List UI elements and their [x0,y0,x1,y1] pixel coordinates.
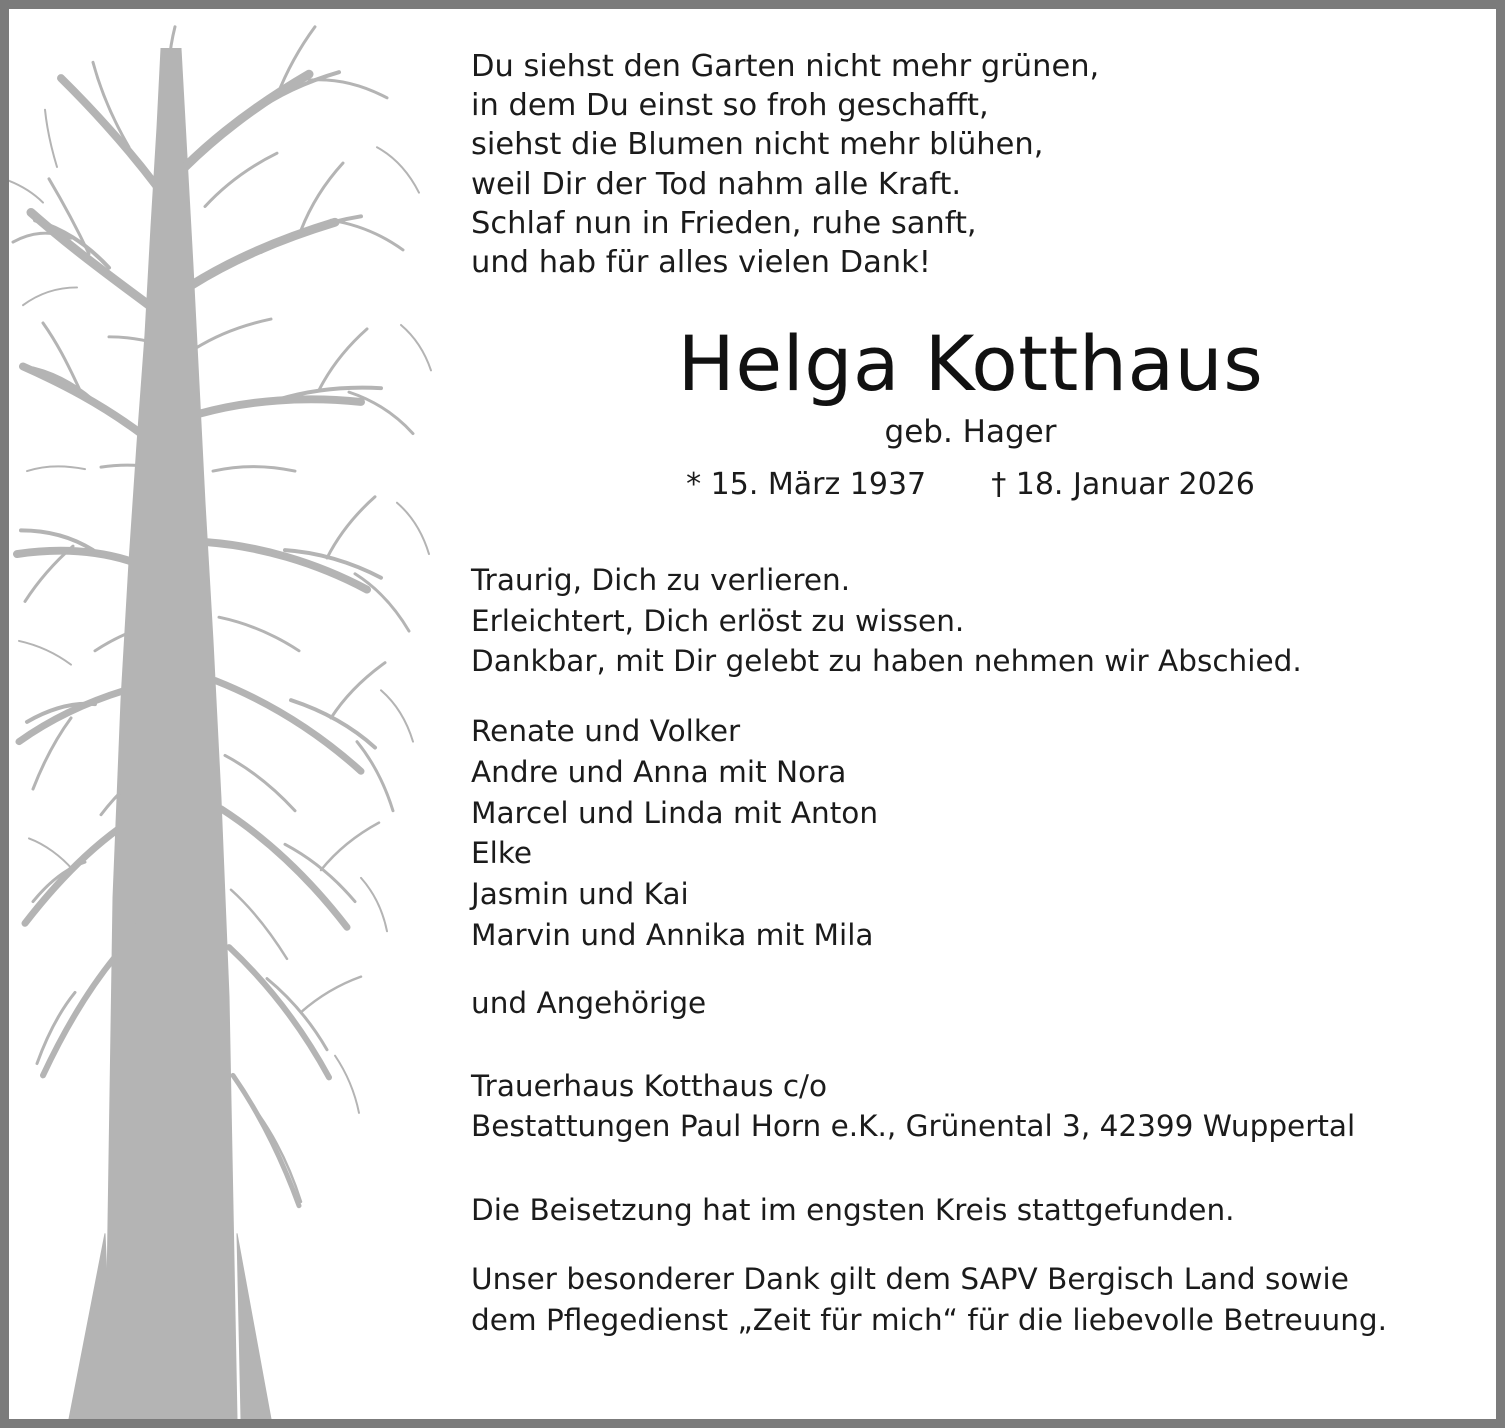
poem-line: Du siehst den Garten nicht mehr grünen, [471,49,1100,84]
bare-tree-illustration [9,9,479,1419]
maiden-name: geb. Hager [884,413,1057,450]
death-date: † 18. Januar 2026 [991,467,1255,503]
survivor-line: Jasmin und Kai [471,877,689,912]
poem-line: und hab für alles vielen Dank! [471,244,932,280]
deceased-block [471,319,1470,503]
mourning-house-line: Trauerhaus Kotthaus c/o [471,1068,828,1103]
survivor-line: Andre und Anna mit Nora [471,755,847,790]
deceased-name: Helga Kotthaus [677,319,1264,409]
mourning-house-block [471,1066,1470,1147]
survivor-line: Marvin und Annika mit Mila [471,917,874,952]
farewell-block [471,560,1470,681]
burial-note: Die Beisetzung hat im engsten Kreis stattgefunden. [471,1192,1235,1227]
thanks-note [471,1259,1470,1340]
poem-block [471,47,1470,282]
farewell-line: Erleichtert, Dich erlöst zu wissen. [471,603,965,638]
relatives-note: und Angehörige [471,985,707,1020]
thanks-line: Unser besonderer Dank gilt dem SAPV Bergisch Land sowie [471,1261,1349,1296]
birth-date: * 15. März 1937 [686,467,927,503]
thanks-line: dem Pflegedienst „Zeit für mich“ für die liebevolle Betreuung. [471,1302,1387,1337]
survivors-list [471,711,1470,955]
poem-line: Schlaf nun in Frieden, ruhe sanft, [471,205,977,241]
life-dates [471,467,1470,502]
poem-line: weil Dir der Tod nahm alle Kraft. [471,166,962,202]
survivor-line: Renate und Volker [471,714,741,749]
poem-line: in dem Du einst so froh geschafft, [471,88,989,124]
farewell-line: Dankbar, mit Dir gelebt zu haben nehmen wir Abschied. [471,643,1302,678]
mourning-house-line: Bestattungen Paul Horn e.K., Grünental 3, 42399 Wuppertal [471,1109,1356,1144]
farewell-line: Traurig, Dich zu verlieren. [471,563,851,598]
survivor-line: Marcel und Linda mit Anton [471,795,879,830]
survivor-line: Elke [471,836,533,871]
poem-line: siehst die Blumen nicht mehr blühen, [471,127,1044,163]
obituary-content [471,9,1496,1419]
